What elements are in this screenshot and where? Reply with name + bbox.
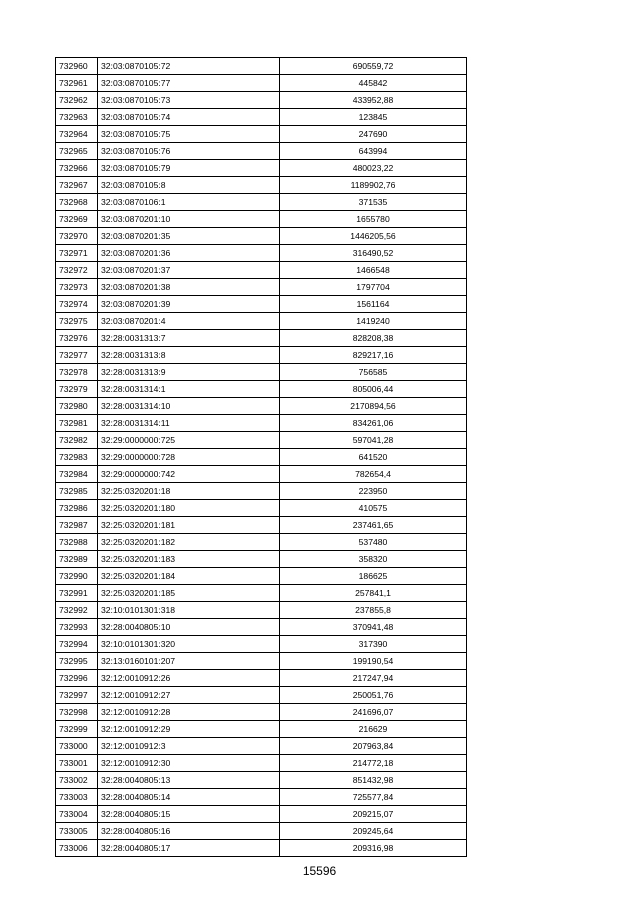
value-cell: 237461,65	[280, 517, 467, 534]
row-id-cell: 733004	[56, 806, 98, 823]
row-id-cell: 732978	[56, 364, 98, 381]
value-cell: 209215,07	[280, 806, 467, 823]
row-id-cell: 732975	[56, 313, 98, 330]
table-row	[56, 466, 467, 483]
value-cell: 641520	[280, 449, 467, 466]
value-cell: 828208,38	[280, 330, 467, 347]
table-row	[56, 415, 467, 432]
value-cell: 2170894,56	[280, 398, 467, 415]
table-row	[56, 500, 467, 517]
table-row	[56, 772, 467, 789]
cadastral-number-cell: 32:03:0870201:38	[98, 279, 280, 296]
value-cell: 690559,72	[280, 58, 467, 75]
row-id-cell: 732989	[56, 551, 98, 568]
row-id-cell: 732976	[56, 330, 98, 347]
row-id-cell: 733002	[56, 772, 98, 789]
cadastral-number-cell: 32:03:0870105:75	[98, 126, 280, 143]
value-cell: 257841,1	[280, 585, 467, 602]
table-row	[56, 687, 467, 704]
cadastral-number-cell: 32:25:0320201:181	[98, 517, 280, 534]
row-id-cell: 732972	[56, 262, 98, 279]
table-row	[56, 806, 467, 823]
value-cell: 247690	[280, 126, 467, 143]
row-id-cell: 732974	[56, 296, 98, 313]
cadastral-value-table	[55, 57, 467, 857]
value-cell: 216629	[280, 721, 467, 738]
table-row	[56, 143, 467, 160]
value-cell: 317390	[280, 636, 467, 653]
cadastral-number-cell: 32:03:0870201:37	[98, 262, 280, 279]
value-cell: 199190,54	[280, 653, 467, 670]
table-row	[56, 75, 467, 92]
row-id-cell: 732984	[56, 466, 98, 483]
cadastral-number-cell: 32:28:0040805:14	[98, 789, 280, 806]
cadastral-number-cell: 32:25:0320201:18	[98, 483, 280, 500]
cadastral-number-cell: 32:03:0870201:10	[98, 211, 280, 228]
table-row	[56, 449, 467, 466]
cadastral-number-cell: 32:03:0870105:72	[98, 58, 280, 75]
value-cell: 237855,8	[280, 602, 467, 619]
row-id-cell: 732977	[56, 347, 98, 364]
cadastral-number-cell: 32:03:0870105:79	[98, 160, 280, 177]
value-cell: 725577,84	[280, 789, 467, 806]
cadastral-number-cell: 32:12:0010912:27	[98, 687, 280, 704]
value-cell: 370941,48	[280, 619, 467, 636]
cadastral-number-cell: 32:03:0870105:74	[98, 109, 280, 126]
table-row	[56, 789, 467, 806]
cadastral-number-cell: 32:28:0040805:15	[98, 806, 280, 823]
value-cell: 805006,44	[280, 381, 467, 398]
value-cell: 1655780	[280, 211, 467, 228]
cadastral-number-cell: 32:03:0870105:76	[98, 143, 280, 160]
cadastral-number-cell: 32:28:0031313:7	[98, 330, 280, 347]
cadastral-number-cell: 32:28:0040805:10	[98, 619, 280, 636]
table-row	[56, 653, 467, 670]
table-row	[56, 483, 467, 500]
table-row	[56, 568, 467, 585]
table-row	[56, 126, 467, 143]
value-cell: 1446205,56	[280, 228, 467, 245]
cadastral-number-cell: 32:03:0870201:36	[98, 245, 280, 262]
row-id-cell: 732980	[56, 398, 98, 415]
row-id-cell: 732964	[56, 126, 98, 143]
table-row	[56, 398, 467, 415]
row-id-cell: 733001	[56, 755, 98, 772]
cadastral-number-cell: 32:03:0870201:35	[98, 228, 280, 245]
row-id-cell: 732967	[56, 177, 98, 194]
value-cell: 250051,76	[280, 687, 467, 704]
cadastral-number-cell: 32:12:0010912:28	[98, 704, 280, 721]
value-cell: 1419240	[280, 313, 467, 330]
value-cell: 445842	[280, 75, 467, 92]
cadastral-number-cell: 32:12:0010912:30	[98, 755, 280, 772]
table-row	[56, 534, 467, 551]
row-id-cell: 732973	[56, 279, 98, 296]
row-id-cell: 732992	[56, 602, 98, 619]
cadastral-number-cell: 32:03:0870105:77	[98, 75, 280, 92]
row-id-cell: 732965	[56, 143, 98, 160]
table-row	[56, 619, 467, 636]
table-row	[56, 551, 467, 568]
cadastral-number-cell: 32:10:0101301:320	[98, 636, 280, 653]
cadastral-number-cell: 32:03:0870106:1	[98, 194, 280, 211]
value-cell: 829217,16	[280, 347, 467, 364]
row-id-cell: 732994	[56, 636, 98, 653]
value-cell: 241696,07	[280, 704, 467, 721]
cadastral-number-cell: 32:03:0870105:8	[98, 177, 280, 194]
value-cell: 209316,98	[280, 840, 467, 857]
cadastral-number-cell: 32:28:0040805:16	[98, 823, 280, 840]
table-row	[56, 823, 467, 840]
table-body	[56, 58, 467, 857]
value-cell: 1466548	[280, 262, 467, 279]
table-row	[56, 704, 467, 721]
cadastral-number-cell: 32:29:0000000:725	[98, 432, 280, 449]
cadastral-number-cell: 32:28:0031314:1	[98, 381, 280, 398]
table-row	[56, 296, 467, 313]
row-id-cell: 733000	[56, 738, 98, 755]
row-id-cell: 732969	[56, 211, 98, 228]
value-cell: 1189902,76	[280, 177, 467, 194]
cadastral-number-cell: 32:12:0010912:3	[98, 738, 280, 755]
row-id-cell: 732966	[56, 160, 98, 177]
table-row	[56, 262, 467, 279]
row-id-cell: 732990	[56, 568, 98, 585]
value-cell: 433952,88	[280, 92, 467, 109]
row-id-cell: 732999	[56, 721, 98, 738]
value-cell: 223950	[280, 483, 467, 500]
cadastral-number-cell: 32:25:0320201:180	[98, 500, 280, 517]
value-cell: 371535	[280, 194, 467, 211]
row-id-cell: 732986	[56, 500, 98, 517]
value-cell: 123845	[280, 109, 467, 126]
cadastral-number-cell: 32:25:0320201:184	[98, 568, 280, 585]
cadastral-number-cell: 32:28:0031314:10	[98, 398, 280, 415]
value-cell: 1797704	[280, 279, 467, 296]
row-id-cell: 732968	[56, 194, 98, 211]
value-cell: 358320	[280, 551, 467, 568]
row-id-cell: 732962	[56, 92, 98, 109]
cadastral-number-cell: 32:28:0040805:17	[98, 840, 280, 857]
table-row	[56, 670, 467, 687]
row-id-cell: 732983	[56, 449, 98, 466]
row-id-cell: 733005	[56, 823, 98, 840]
cadastral-number-cell: 32:03:0870201:39	[98, 296, 280, 313]
row-id-cell: 732960	[56, 58, 98, 75]
value-cell: 1561164	[280, 296, 467, 313]
row-id-cell: 732979	[56, 381, 98, 398]
row-id-cell: 733006	[56, 840, 98, 857]
row-id-cell: 732998	[56, 704, 98, 721]
row-id-cell: 732996	[56, 670, 98, 687]
table-row	[56, 381, 467, 398]
row-id-cell: 732981	[56, 415, 98, 432]
table-row	[56, 194, 467, 211]
cadastral-number-cell: 32:29:0000000:728	[98, 449, 280, 466]
table-row	[56, 602, 467, 619]
value-cell: 316490,52	[280, 245, 467, 262]
table-row	[56, 721, 467, 738]
cadastral-number-cell: 32:12:0010912:26	[98, 670, 280, 687]
table-row	[56, 58, 467, 75]
value-cell: 186625	[280, 568, 467, 585]
table-row	[56, 636, 467, 653]
table-row	[56, 347, 467, 364]
row-id-cell: 732971	[56, 245, 98, 262]
row-id-cell: 732985	[56, 483, 98, 500]
row-id-cell: 732963	[56, 109, 98, 126]
value-cell: 209245,64	[280, 823, 467, 840]
value-cell: 782654,4	[280, 466, 467, 483]
value-cell: 537480	[280, 534, 467, 551]
table-row	[56, 517, 467, 534]
table-row	[56, 432, 467, 449]
cadastral-number-cell: 32:25:0320201:183	[98, 551, 280, 568]
table-row	[56, 279, 467, 296]
row-id-cell: 732982	[56, 432, 98, 449]
cadastral-number-cell: 32:25:0320201:182	[98, 534, 280, 551]
cadastral-number-cell: 32:28:0031313:8	[98, 347, 280, 364]
row-id-cell: 732993	[56, 619, 98, 636]
cadastral-number-cell: 32:13:0160101:207	[98, 653, 280, 670]
table-row	[56, 313, 467, 330]
table-row	[56, 92, 467, 109]
cadastral-number-cell: 32:03:0870105:73	[98, 92, 280, 109]
value-cell: 214772,18	[280, 755, 467, 772]
row-id-cell: 732970	[56, 228, 98, 245]
cadastral-number-cell: 32:29:0000000:742	[98, 466, 280, 483]
table-row	[56, 211, 467, 228]
row-id-cell: 732995	[56, 653, 98, 670]
table-row	[56, 738, 467, 755]
value-cell: 410575	[280, 500, 467, 517]
value-cell: 756585	[280, 364, 467, 381]
cadastral-number-cell: 32:03:0870201:4	[98, 313, 280, 330]
cadastral-number-cell: 32:28:0031314:11	[98, 415, 280, 432]
table-row	[56, 585, 467, 602]
table-row	[56, 160, 467, 177]
page-number: 15596	[302, 864, 337, 878]
value-cell: 207963,84	[280, 738, 467, 755]
table-row	[56, 330, 467, 347]
value-cell: 643994	[280, 143, 467, 160]
table-row	[56, 228, 467, 245]
row-id-cell: 733003	[56, 789, 98, 806]
row-id-cell: 732988	[56, 534, 98, 551]
value-cell: 597041,28	[280, 432, 467, 449]
table-row	[56, 840, 467, 857]
table-row	[56, 109, 467, 126]
cadastral-number-cell: 32:12:0010912:29	[98, 721, 280, 738]
value-cell: 217247,94	[280, 670, 467, 687]
table-row	[56, 364, 467, 381]
table-row	[56, 755, 467, 772]
value-cell: 834261,06	[280, 415, 467, 432]
cadastral-number-cell: 32:28:0031313:9	[98, 364, 280, 381]
row-id-cell: 732997	[56, 687, 98, 704]
value-cell: 851432,98	[280, 772, 467, 789]
cadastral-number-cell: 32:10:0101301:318	[98, 602, 280, 619]
value-cell: 480023,22	[280, 160, 467, 177]
cadastral-number-cell: 32:25:0320201:185	[98, 585, 280, 602]
cadastral-number-cell: 32:28:0040805:13	[98, 772, 280, 789]
table-row	[56, 177, 467, 194]
table-row	[56, 245, 467, 262]
row-id-cell: 732991	[56, 585, 98, 602]
row-id-cell: 732961	[56, 75, 98, 92]
row-id-cell: 732987	[56, 517, 98, 534]
